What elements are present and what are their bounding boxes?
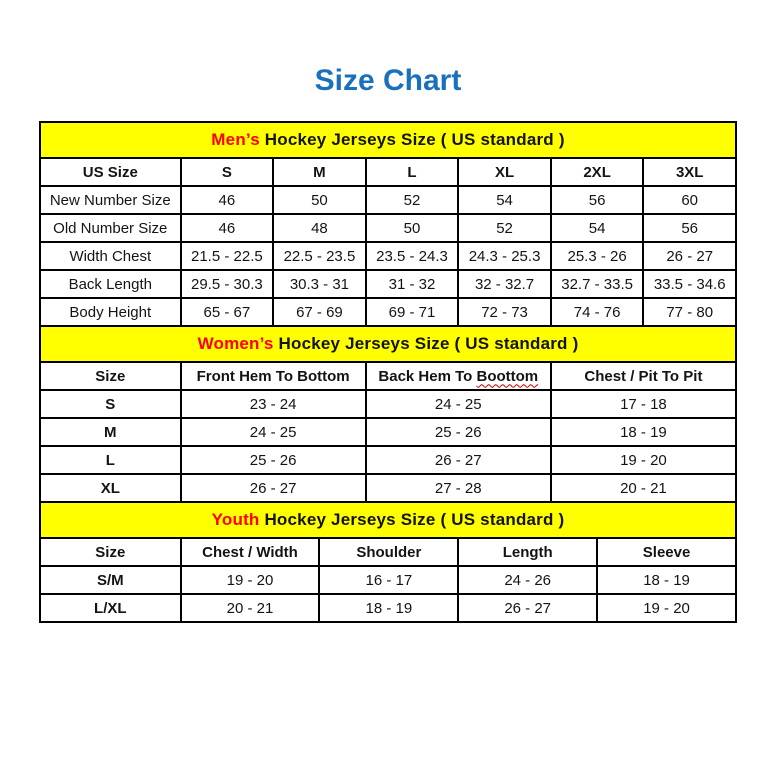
row-label: New Number Size — [40, 186, 181, 214]
row-label: L/XL — [40, 594, 181, 622]
column-header-label: Sleeve — [642, 543, 691, 561]
size-value-cell: 19 - 20 — [181, 566, 320, 594]
section-header-womens — [40, 326, 736, 362]
column-header-label: Chest / Pit To Pit — [584, 367, 703, 385]
size-value-cell: 50 — [366, 214, 459, 242]
size-value-cell: 17 - 18 — [551, 390, 736, 418]
column-header-label: 2XL — [583, 163, 611, 181]
row-label: S — [40, 390, 181, 418]
size-value-cell: 26 - 27 — [181, 474, 366, 502]
column-header — [366, 158, 459, 186]
size-value-cell: 24 - 26 — [458, 566, 597, 594]
size-value-cell: 20 - 21 — [551, 474, 736, 502]
column-header-label: Back Hem To — [378, 367, 477, 385]
column-header-label: XL — [494, 163, 515, 181]
size-value-cell: 19 - 20 — [551, 446, 736, 474]
size-value-cell: 25.3 - 26 — [551, 242, 644, 270]
table-row — [40, 474, 736, 502]
size-value-cell: 56 — [551, 186, 644, 214]
size-value-cell: 32.7 - 33.5 — [551, 270, 644, 298]
size-value-cell: 24.3 - 25.3 — [458, 242, 551, 270]
size-value-cell: 29.5 - 30.3 — [181, 270, 274, 298]
column-header — [273, 158, 366, 186]
column-header — [643, 158, 736, 186]
size-chart-page — [0, 66, 776, 623]
size-value-cell: 22.5 - 23.5 — [273, 242, 366, 270]
size-value-cell: 23 - 24 — [181, 390, 366, 418]
column-header — [181, 362, 366, 390]
section-header-mens — [40, 122, 736, 158]
column-header — [319, 538, 458, 566]
size-value-cell: 60 — [643, 186, 736, 214]
column-header-label: Front Hem To Bottom — [196, 367, 350, 385]
section-title-label: Hockey Jerseys Size ( US standard ) — [259, 510, 565, 529]
table-row — [40, 270, 736, 298]
column-header-row — [40, 538, 736, 566]
table-row — [40, 446, 736, 474]
size-value-cell: 31 - 32 — [366, 270, 459, 298]
size-value-cell: 50 — [273, 186, 366, 214]
row-label: L — [40, 446, 181, 474]
column-header-label: Size — [95, 543, 126, 561]
size-value-cell: 25 - 26 — [366, 418, 551, 446]
column-header-label: Size — [95, 367, 126, 385]
size-value-cell: 25 - 26 — [181, 446, 366, 474]
column-header — [366, 362, 551, 390]
size-value-cell: 77 - 80 — [643, 298, 736, 326]
misspelled-word: Boottom — [476, 367, 539, 385]
size-value-cell: 18 - 19 — [597, 566, 736, 594]
row-label: Old Number Size — [40, 214, 181, 242]
table-row — [40, 186, 736, 214]
size-value-cell: 56 — [643, 214, 736, 242]
size-value-cell: 24 - 25 — [181, 418, 366, 446]
column-header — [40, 362, 181, 390]
table-row — [40, 242, 736, 270]
column-header — [181, 158, 274, 186]
section-title-label: Hockey Jerseys Size ( US standard ) — [273, 334, 579, 353]
table-row — [40, 298, 736, 326]
column-header-label: 3XL — [675, 163, 704, 181]
size-value-cell: 21.5 - 22.5 — [181, 242, 274, 270]
row-label: M — [40, 418, 181, 446]
table-row — [40, 214, 736, 242]
column-header-label: Length — [502, 543, 553, 561]
size-value-cell: 74 - 76 — [551, 298, 644, 326]
table-row — [40, 390, 736, 418]
size-value-cell: 32 - 32.7 — [458, 270, 551, 298]
size-value-cell: 24 - 25 — [366, 390, 551, 418]
size-value-cell: 54 — [551, 214, 644, 242]
size-tables-container — [39, 121, 737, 623]
column-header-label: M — [313, 163, 326, 181]
size-value-cell: 18 - 19 — [319, 594, 458, 622]
size-value-cell: 67 - 69 — [273, 298, 366, 326]
column-header — [458, 158, 551, 186]
size-value-cell: 19 - 20 — [597, 594, 736, 622]
section-title-label: Hockey Jerseys Size ( US standard ) — [259, 130, 565, 149]
size-value-cell: 72 - 73 — [458, 298, 551, 326]
size-value-cell: 69 - 71 — [366, 298, 459, 326]
size-value-cell: 52 — [366, 186, 459, 214]
size-value-cell: 52 — [458, 214, 551, 242]
section-band-row — [40, 502, 736, 538]
size-value-cell: 46 — [181, 186, 274, 214]
womens-size-table — [39, 325, 737, 503]
row-label: S/M — [40, 566, 181, 594]
size-value-cell: 27 - 28 — [366, 474, 551, 502]
row-label: Back Length — [40, 270, 181, 298]
size-value-cell: 46 — [181, 214, 274, 242]
column-header — [551, 158, 644, 186]
row-label: Width Chest — [40, 242, 181, 270]
section-band-row — [40, 122, 736, 158]
size-value-cell: 26 - 27 — [458, 594, 597, 622]
column-header-label: S — [221, 163, 232, 181]
column-header-label: US Size — [82, 163, 138, 181]
column-header-row — [40, 158, 736, 186]
column-header-label: Chest / Width — [202, 543, 298, 561]
column-header — [551, 362, 736, 390]
size-value-cell: 23.5 - 24.3 — [366, 242, 459, 270]
size-value-cell: 26 - 27 — [366, 446, 551, 474]
table-row — [40, 594, 736, 622]
size-value-cell: 33.5 - 34.6 — [643, 270, 736, 298]
size-value-cell: 48 — [273, 214, 366, 242]
page-title: Size Chart — [314, 64, 462, 97]
size-value-cell: 16 - 17 — [319, 566, 458, 594]
table-row — [40, 566, 736, 594]
size-value-cell: 26 - 27 — [643, 242, 736, 270]
mens-size-table — [39, 121, 737, 327]
column-header — [40, 538, 181, 566]
column-header — [181, 538, 320, 566]
column-header-label: L — [407, 163, 417, 181]
table-row — [40, 418, 736, 446]
size-value-cell: 54 — [458, 186, 551, 214]
section-accent-label: Men’s — [211, 130, 260, 149]
row-label: XL — [40, 474, 181, 502]
size-value-cell: 65 - 67 — [181, 298, 274, 326]
section-header-youth — [40, 502, 736, 538]
section-accent-label: Women’s — [197, 334, 274, 353]
size-value-cell: 30.3 - 31 — [273, 270, 366, 298]
column-header — [458, 538, 597, 566]
column-header-label: Shoulder — [356, 543, 422, 561]
row-label: Body Height — [40, 298, 181, 326]
section-band-row — [40, 326, 736, 362]
youth-size-table — [39, 501, 737, 623]
column-header — [40, 158, 181, 186]
size-value-cell: 18 - 19 — [551, 418, 736, 446]
column-header-row — [40, 362, 736, 390]
column-header — [597, 538, 736, 566]
section-accent-label: Youth — [211, 510, 260, 529]
size-value-cell: 20 - 21 — [181, 594, 320, 622]
